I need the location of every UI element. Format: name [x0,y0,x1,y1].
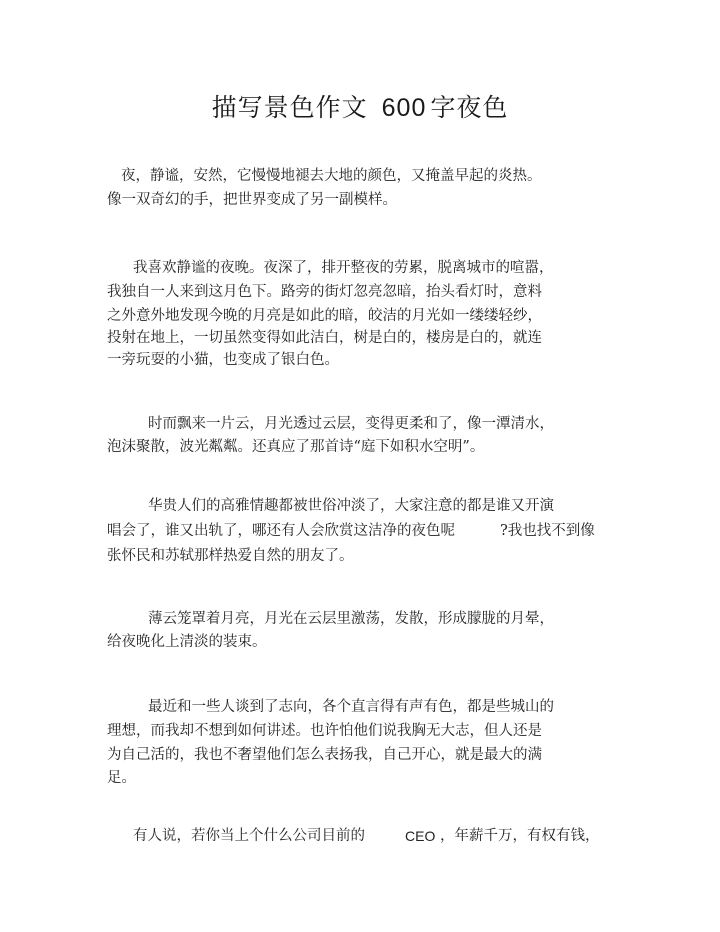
paragraph-line: 时而飘来一片云，月光透过云层，变得更柔和了，像一潭清水， [148,416,554,432]
title-text-post: 字夜色 [430,93,509,122]
paragraph-line: 投射在地上，一切虽然变得如此洁白，树是白的，楼房是白的，就连 [107,330,542,346]
paragraph-line: ?我也找不到像 [500,523,595,539]
paragraph-line: 一旁玩耍的小猫，也变成了银白色。 [107,352,339,368]
paragraph-line: 华贵人们的高雅情趣都被世俗冲淡了，大家注意的都是谁又开演 [148,498,554,514]
paragraph-line: CEO [405,828,436,844]
paragraph-line: 之外意外地发现今晚的月亮是如此的暗，皎洁的月光如一缕缕轻纱， [107,308,542,324]
title-text-pre: 描写景色作文 [211,93,368,122]
paragraph-line: 薄云笼罩着月亮，月光在云层里激荡，发散，形成朦胧的月晕， [148,611,554,627]
paragraph-line: 我喜欢静谧的夜晚。夜深了，排开整夜的劳累，脱离城市的喧嚣， [133,260,554,276]
paragraph-line: 泡沫聚散，波光粼粼。还真应了那首诗“庭下如积水空明”。 [107,439,485,455]
paragraph-line: ，年薪千万，有权有钱， [440,828,600,844]
paragraph-line: 理想，而我却不想到如何讲述。也许怕他们说我胸无大志，但人还是 [107,723,542,739]
paragraph-line: 给夜晚化上清淡的装束。 [107,634,267,650]
document-title [0,88,720,124]
paragraph-line: 为自己活的，我也不奢望他们怎么表扬我，自己开心，就是最大的满 [107,747,542,763]
paragraph-line: 唱会了，谁又出轨了，哪还有人会欣赏这洁净的夜色呢 [107,523,455,539]
paragraph-line: 有人说，若你当上个什么公司目前的 [133,828,365,844]
title-number: 600 [381,94,427,122]
paragraph-line: 夜，静谧，安然，它慢慢地褪去大地的颜色，又掩盖早起的炎热。 [121,168,542,184]
paragraph-line: 我独自一人来到这月色下。路旁的街灯忽亮忽暗，抬头看灯时，意料 [107,284,542,300]
paragraph-line: 像一双奇幻的手，把世界变成了另一副模样。 [107,192,397,208]
paragraph-line: 张怀民和苏轼那样热爱自然的朋友了。 [107,548,354,564]
paragraph-line: 足。 [107,770,136,786]
paragraph-line: 最近和一些人谈到了志向，各个直言得有声有色，都是些城山的 [148,699,554,715]
